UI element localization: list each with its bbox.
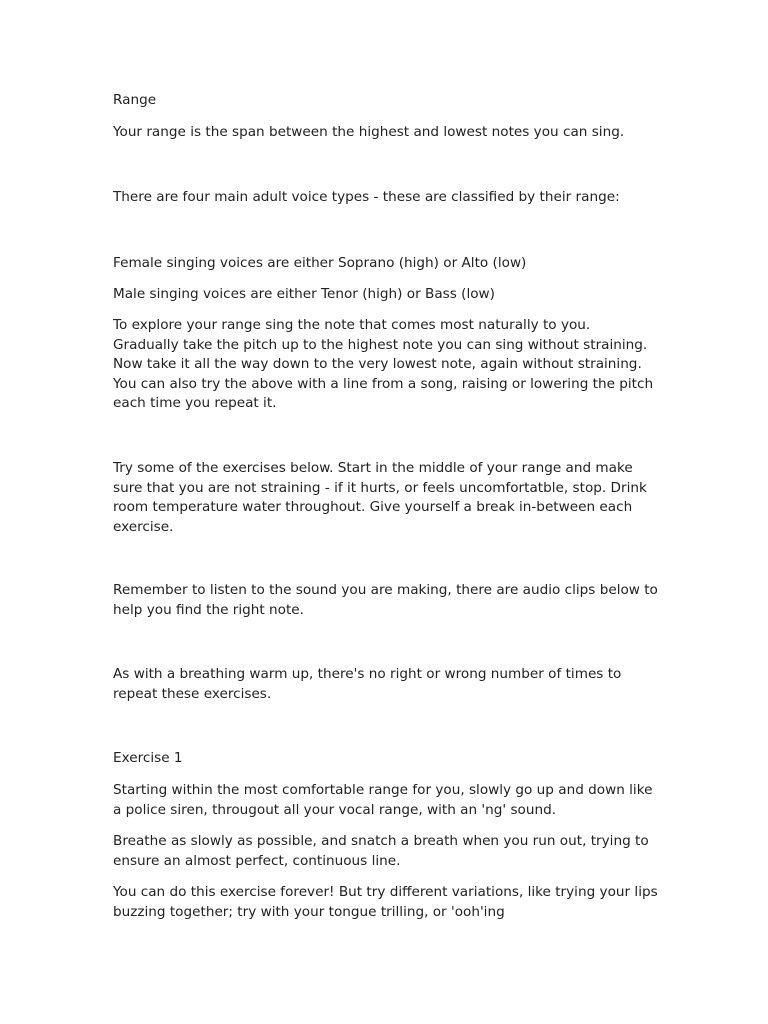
section-heading-range: Range [113, 92, 157, 108]
paragraph-breathing-warmup: As with a breathing warm up, there's no right or wrong number of times to repeat these exercises. [113, 666, 622, 702]
paragraph-exercise-1-variations: You can do this exercise forever! But try different variations, like trying your lips buzzing together; try with your tongue trilling, or 'ooh'ing [113, 884, 658, 920]
paragraph-female-voices: Female singing voices are either Soprano (high) or Alto (low) [113, 255, 527, 271]
paragraph-range-definition: Your range is the span between the highest and lowest notes you can sing. [113, 124, 625, 140]
section-heading-exercise-1: Exercise 1 [113, 750, 183, 766]
paragraph-exercise-1-start: Starting within the most comfortable range for you, slowly go up and down like a police siren, througout all your vocal range, with an 'ng' sound. [113, 782, 653, 818]
paragraph-try-exercises: Try some of the exercises below. Start in the middle of your range and make sure that you are not straining - if it hurts, or feels uncomfortatble, stop. Drink room temperature water throughout. Give yourself a break in-between each exercise. [113, 460, 647, 535]
paragraph-explore-range: To explore your range sing the note that comes most naturally to you. Gradually take the pitch up to the highest note you can sing without straining. Now take it all the way down to the very lowest note, again without straining. You can also try the above with a line from a song, raising or lowering the pitch each time you repeat it. [113, 317, 654, 411]
paragraph-male-voices: Male singing voices are either Tenor (high) or Bass (low) [113, 286, 495, 302]
paragraph-listen: Remember to listen to the sound you are making, there are audio clips below to help you find the right note. [113, 582, 658, 618]
paragraph-exercise-1-breathe: Breathe as slowly as possible, and snatch a breath when you run out, trying to ensure an almost perfect, continuous line. [113, 833, 649, 869]
paragraph-voice-types: There are four main adult voice types - these are classified by their range: [113, 189, 620, 205]
